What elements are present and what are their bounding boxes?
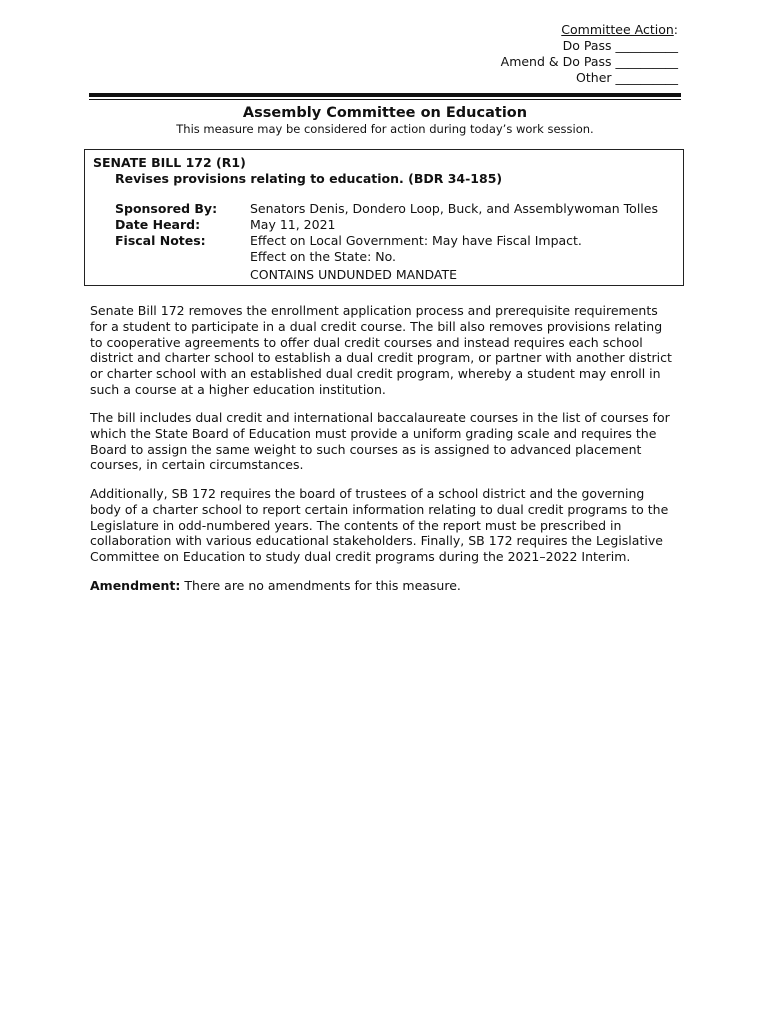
committee-action-block: [501, 22, 678, 86]
amendment-paragraph: [90, 578, 690, 594]
paragraph-line: collaboration with various educational stakeholders. Finally, SB 172 requires the Legislative: [90, 533, 663, 549]
sponsored-by-value: Senators Denis, Dondero Loop, Buck, and Assemblywoman Tolles: [250, 201, 658, 216]
paragraph-1: [90, 303, 690, 398]
mandate-value: CONTAINS UNDUNDED MANDATE: [250, 267, 458, 282]
committee-action-title: Committee Action:: [561, 22, 678, 37]
paragraph-2: [90, 410, 690, 473]
do-pass-line: Do Pass __________: [562, 38, 678, 53]
date-heard-label: Date Heard:: [115, 217, 201, 232]
paragraph-line: The bill includes dual credit and international baccalaureate courses in the list of courses for: [90, 410, 670, 425]
amendment-text: There are no amendments for this measure.: [180, 578, 461, 593]
paragraph-line: district and charter school to establish a dual credit program, or partner with another district: [90, 350, 672, 366]
paragraph-line: to cooperative agreements to offer dual credit courses and instead requires each school: [90, 334, 643, 350]
page-title: Assembly Committee on Education: [242, 105, 528, 121]
paragraph-line: such a course at a higher education institution.: [90, 381, 386, 397]
bill-number: SENATE BILL 172 (R1): [93, 155, 246, 170]
header-rule-thick: [89, 93, 681, 97]
amendment-label: Amendment:: [90, 578, 181, 593]
fiscal-local-value: Effect on Local Government: May have Fiscal Impact.: [250, 233, 582, 248]
amend-do-pass-line: Amend & Do Pass __________: [500, 54, 678, 69]
paragraph-3: [90, 486, 690, 565]
fiscal-notes-label: Fiscal Notes:: [115, 233, 206, 248]
paragraph-line: Senate Bill 172 removes the enrollment application process and prerequisite requirements: [90, 303, 658, 318]
paragraph-line: Legislature in odd-numbered years. The contents of the report must be prescribed in: [90, 517, 622, 533]
paragraph-line: courses, in certain circumstances.: [90, 457, 304, 473]
date-heard-value: May 11, 2021: [250, 217, 336, 232]
paragraph-line: Additionally, SB 172 requires the board of trustees of a school district and the governing: [90, 486, 645, 501]
paragraph-line: Committee on Education to study dual credit programs during the 2021–2022 Interim.: [90, 549, 631, 565]
sponsored-by-label: Sponsored By:: [115, 201, 218, 216]
page-subtitle: This measure may be considered for action during today’s work session.: [176, 122, 594, 136]
paragraph-line: Board to assign the same weight to such courses as is assigned to advanced placement: [90, 441, 642, 457]
paragraph-line: or charter school with an established dual credit program, whereby a student may enroll in: [90, 366, 661, 382]
other-line: Other __________: [576, 70, 678, 85]
bill-info-box: [84, 149, 684, 286]
paragraph-line: for a student to participate in a dual credit course. The bill also removes provisions relating: [90, 318, 663, 334]
header-rule-thin: [89, 99, 681, 100]
paragraph-line: body of a charter school to report certain information relating to dual credit programs to the: [90, 501, 669, 517]
paragraph-line: which the State Board of Education must provide a uniform grading scale and requires the: [90, 425, 657, 441]
bill-summary: Revises provisions relating to education. (BDR 34-185): [115, 171, 503, 186]
fiscal-state-value: Effect on the State: No.: [250, 249, 397, 264]
